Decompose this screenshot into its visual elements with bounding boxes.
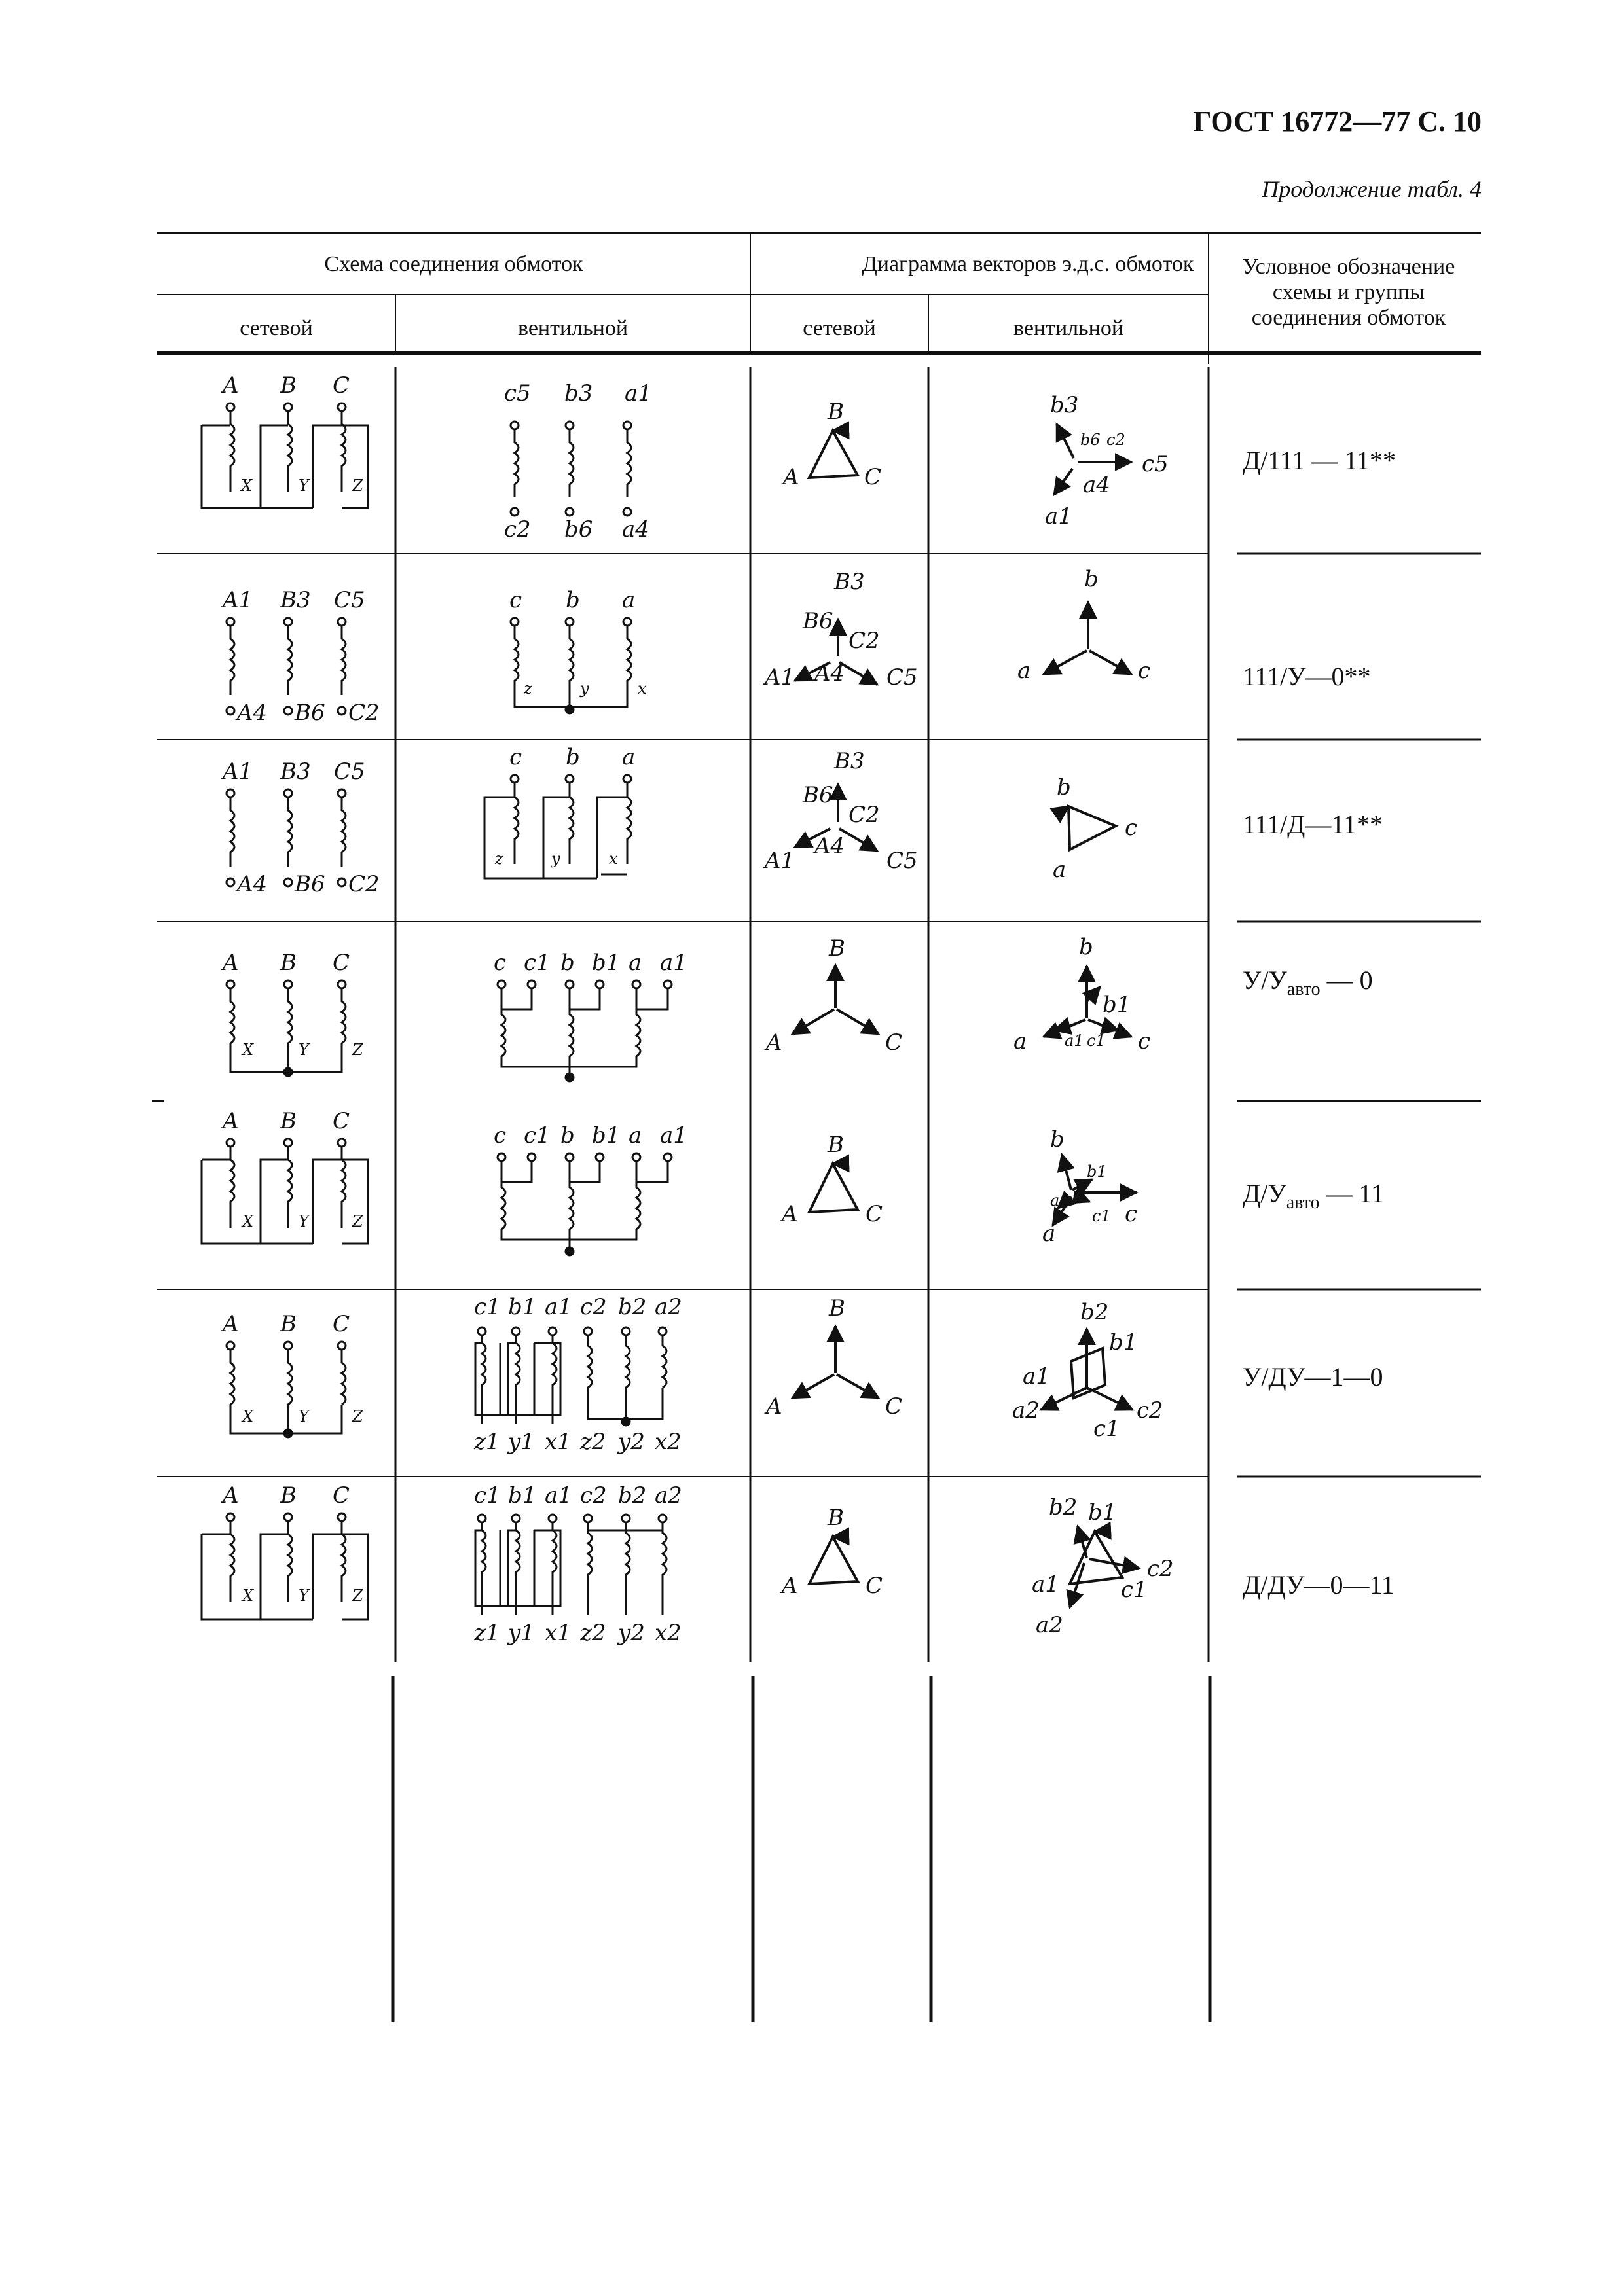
label-z1: z1 [474, 1620, 500, 1646]
label-A: A [223, 1311, 239, 1337]
label-c1: c1 [1093, 1416, 1120, 1442]
label-b2: b2 [618, 1294, 647, 1320]
row-6-network-vector [764, 1295, 902, 1420]
label-C5: C5 [886, 848, 918, 874]
label-C2: C2 [348, 871, 380, 897]
row-7-network-vector [780, 1505, 883, 1599]
label-c2: c2 [504, 516, 531, 543]
label-x: x [638, 679, 647, 698]
label-y: y [551, 850, 560, 868]
label-a: a [1013, 1028, 1027, 1054]
subheader-network-scheme: сетевой [240, 316, 313, 340]
label-Y: Y [299, 1041, 309, 1059]
row-5-valve-auto-star [494, 1122, 687, 1255]
label-A: A [223, 372, 239, 399]
label-A: A [766, 1030, 782, 1056]
label-y1: y1 [508, 1620, 535, 1646]
label-B: B [828, 399, 844, 425]
label-c: c [1138, 1028, 1151, 1054]
label-B3: B3 [280, 759, 311, 785]
label-c: c [494, 1122, 507, 1149]
label-b1: b1 [592, 950, 621, 976]
label-x1: x1 [545, 1429, 572, 1455]
label-A: A [783, 464, 799, 490]
row-1-network-delta [202, 372, 368, 508]
label-A1: A1 [223, 587, 253, 613]
label-Y: Y [299, 1212, 309, 1230]
label-B6: B6 [295, 871, 325, 897]
label-b: b [560, 1122, 575, 1149]
label-b1: b1 [1103, 992, 1131, 1018]
label-b2: b2 [618, 1482, 647, 1509]
label-b1: b1 [1087, 1162, 1107, 1181]
label-c: c [1125, 1201, 1138, 1227]
label-c2: c2 [580, 1482, 607, 1509]
label-B: B [280, 950, 297, 976]
page-header: ГОСТ 16772—77 С. 10 [1193, 105, 1482, 137]
label-C2: C2 [348, 700, 380, 726]
row-6-network-star [221, 1311, 364, 1437]
label-y2: y2 [618, 1429, 645, 1455]
label-b1: b1 [508, 1482, 537, 1509]
label-C2: C2 [848, 802, 880, 828]
row-4-network-vector [764, 935, 902, 1056]
label-a4: a4 [622, 516, 649, 543]
label-c1: c1 [524, 1122, 551, 1149]
label-Z: Z [352, 476, 363, 495]
label-A1: A1 [765, 664, 795, 691]
label-c2: c2 [1106, 431, 1125, 449]
label-B: B [280, 372, 297, 399]
label-x2: x2 [655, 1620, 682, 1646]
label-b2: b2 [1049, 1494, 1078, 1520]
label-C2: C2 [848, 628, 880, 654]
label-A4: A4 [814, 660, 845, 687]
label-b: b [1057, 774, 1071, 800]
row-5-network-vector [780, 1132, 883, 1227]
label-Z: Z [352, 1212, 363, 1230]
designation-row-7: Д/ДУ—0—11 [1243, 1570, 1395, 1600]
label-x: x [609, 850, 618, 868]
label-b6: b6 [1080, 431, 1101, 449]
label-z2: z2 [580, 1620, 606, 1646]
label-c5: c5 [1142, 451, 1169, 477]
label-a2: a2 [655, 1294, 682, 1320]
row-2-network-star-open [221, 587, 380, 726]
label-B3: B3 [834, 569, 865, 595]
label-b3: b3 [1050, 392, 1079, 418]
row-6-valve-vector [1012, 1299, 1163, 1442]
label-A: A [766, 1393, 782, 1420]
label-X: X [242, 1212, 254, 1230]
label-b: b [566, 744, 580, 770]
label-z: z [524, 679, 532, 698]
row-4-valve-vector [1013, 934, 1150, 1054]
label-C: C [866, 1573, 883, 1599]
label-C: C [333, 1311, 350, 1337]
label-c1: c1 [524, 950, 551, 976]
row-7-valve-double [473, 1482, 682, 1646]
label-C: C [333, 950, 350, 976]
designation-row-6: У/ДУ—1—0 [1243, 1362, 1383, 1391]
label-C: C [333, 1108, 350, 1134]
label-a1: a1 [545, 1294, 572, 1320]
label-c: c [494, 950, 507, 976]
label-c: c [509, 744, 522, 770]
row-1-valve-vector [1045, 392, 1169, 529]
row-1-valve-scheme [504, 380, 652, 543]
label-b1: b1 [508, 1294, 537, 1320]
label-A4: A4 [814, 833, 845, 859]
label-C5: C5 [334, 587, 365, 613]
label-b3: b3 [564, 380, 593, 406]
label-a: a [1042, 1221, 1056, 1247]
label-a1: a1 [1032, 1571, 1059, 1598]
label-c: c [1125, 815, 1138, 841]
label-b: b [1084, 566, 1099, 592]
label-X: X [242, 1587, 254, 1605]
label-b: b [1050, 1126, 1065, 1153]
label-a2: a2 [1012, 1397, 1040, 1424]
label-C5: C5 [886, 664, 918, 691]
label-b: b [566, 587, 580, 613]
label-B6: B6 [295, 700, 325, 726]
label-B: B [828, 1132, 844, 1158]
label-Z: Z [352, 1587, 363, 1605]
row-7-network-delta [202, 1482, 368, 1619]
label-A: A [223, 950, 239, 976]
label-a1: a1 [625, 380, 652, 406]
row-3-valve-delta [484, 744, 635, 878]
label-c2: c2 [580, 1294, 607, 1320]
row-5-valve-vector [1042, 1126, 1137, 1247]
row-6-valve-double [473, 1294, 682, 1455]
label-a: a [629, 950, 642, 976]
label-Z: Z [352, 1407, 363, 1426]
designation-row-2: 111/У—0** [1243, 662, 1371, 691]
label-a1: a1 [545, 1482, 572, 1509]
label-a1: a1 [1045, 503, 1072, 529]
label-c1: c1 [1092, 1207, 1111, 1225]
label-B3: B3 [280, 587, 311, 613]
label-b1: b1 [1088, 1499, 1117, 1526]
row-3-valve-vector [1053, 774, 1137, 883]
row-7-valve-vector [1032, 1494, 1174, 1638]
label-a2: a2 [655, 1482, 682, 1509]
label-B6: B6 [803, 608, 833, 634]
designation-row-1: Д/111 — 11** [1243, 446, 1396, 475]
label-y1: y1 [508, 1429, 535, 1455]
label-B3: B3 [834, 748, 865, 774]
designation-row-4: $У/У_{авто}$ — 0 [1243, 965, 1373, 999]
label-A1: A1 [223, 759, 253, 785]
row-5-network-delta [202, 1108, 368, 1244]
label-c1: c1 [474, 1482, 501, 1509]
label-A4: A4 [237, 871, 268, 897]
subheader-valve-vector: вентильной [1013, 316, 1124, 340]
label-B6: B6 [803, 782, 833, 808]
label-C: C [333, 372, 350, 399]
label-a: a [1017, 658, 1031, 684]
label-A: A [782, 1573, 798, 1599]
label-C: C [864, 464, 882, 490]
label-a4: a4 [1083, 472, 1110, 498]
row-2-valve-star [509, 587, 647, 713]
designation-row-5: $Д/У_{авто}$ — 11 [1243, 1179, 1385, 1213]
label-x2: x2 [655, 1429, 682, 1455]
label-X: X [241, 476, 253, 495]
label-c1: c1 [474, 1294, 501, 1320]
label-C: C [885, 1393, 903, 1420]
label-b: b [560, 950, 575, 976]
label-c: c [1138, 658, 1151, 684]
label-b6: b6 [564, 516, 593, 543]
label-a2: a2 [1036, 1612, 1063, 1638]
label-X: X [242, 1041, 254, 1059]
label-z2: z2 [580, 1429, 606, 1455]
label-c1: c1 [1121, 1577, 1148, 1603]
label-c5: c5 [504, 380, 531, 406]
row-2-valve-vector [1017, 566, 1150, 684]
label-y2: y2 [618, 1620, 645, 1646]
label-Z: Z [352, 1041, 363, 1059]
subheader-valve-scheme: вентильной [517, 316, 629, 340]
label-C: C [866, 1201, 883, 1227]
label-a1: a1 [1065, 1031, 1084, 1050]
row-2-network-vector [763, 569, 918, 691]
label-a1: a1 [1050, 1191, 1070, 1210]
table-continuation-note: Продолжение табл. 4 [1262, 176, 1482, 202]
label-b2: b2 [1080, 1299, 1109, 1325]
label-A: A [782, 1201, 798, 1227]
label-A1: A1 [765, 848, 795, 874]
label-b1: b1 [1109, 1329, 1138, 1355]
label-x1: x1 [545, 1620, 572, 1646]
label-X: X [242, 1407, 254, 1426]
label-B: B [280, 1311, 297, 1337]
label-a1: a1 [660, 1122, 687, 1149]
label-a: a [622, 587, 636, 613]
designation-row-3: 111/Д—11** [1243, 810, 1383, 839]
table-grid [152, 233, 1481, 2022]
row-4-network-star [221, 950, 364, 1076]
label-Y: Y [299, 1407, 309, 1426]
row-4-valve-auto-star [494, 950, 687, 1081]
label-A: A [223, 1482, 239, 1509]
header-designation: Условное обозначение схемы и группы соединения обмоток [1242, 255, 1455, 331]
label-a1: a1 [660, 950, 687, 976]
label-c2: c2 [1147, 1556, 1174, 1582]
label-C5: C5 [334, 759, 365, 785]
label-y: y [580, 679, 589, 698]
label-C: C [333, 1482, 350, 1509]
header-vector-diagram: Диаграмма векторов э.д.с. обмоток [862, 252, 1194, 276]
subheader-network-vector: сетевой [803, 316, 876, 340]
label-B: B [828, 1505, 844, 1531]
label-b: b [1079, 934, 1093, 960]
row-1-network-vector [781, 399, 881, 490]
label-B: B [829, 1295, 845, 1321]
label-z: z [495, 850, 503, 868]
header-connection-scheme: Схема соединения обмоток [324, 252, 583, 276]
label-a: a [1053, 857, 1067, 883]
label-B: B [280, 1108, 297, 1134]
label-c: c [509, 587, 522, 613]
label-c2: c2 [1137, 1397, 1163, 1424]
label-z1: z1 [474, 1429, 500, 1455]
label-B: B [829, 935, 845, 961]
label-B: B [280, 1482, 297, 1509]
label-a1: a1 [1023, 1363, 1050, 1390]
label-Y: Y [299, 476, 309, 495]
label-C: C [885, 1030, 903, 1056]
label-A4: A4 [237, 700, 268, 726]
label-A: A [223, 1108, 239, 1134]
row-3-network-star-open [221, 759, 380, 897]
row-3-network-vector [763, 748, 918, 874]
label-Y: Y [299, 1587, 309, 1605]
label-c1: c1 [1087, 1031, 1106, 1050]
label-a: a [629, 1122, 642, 1149]
label-a: a [622, 744, 636, 770]
label-b1: b1 [592, 1122, 621, 1149]
